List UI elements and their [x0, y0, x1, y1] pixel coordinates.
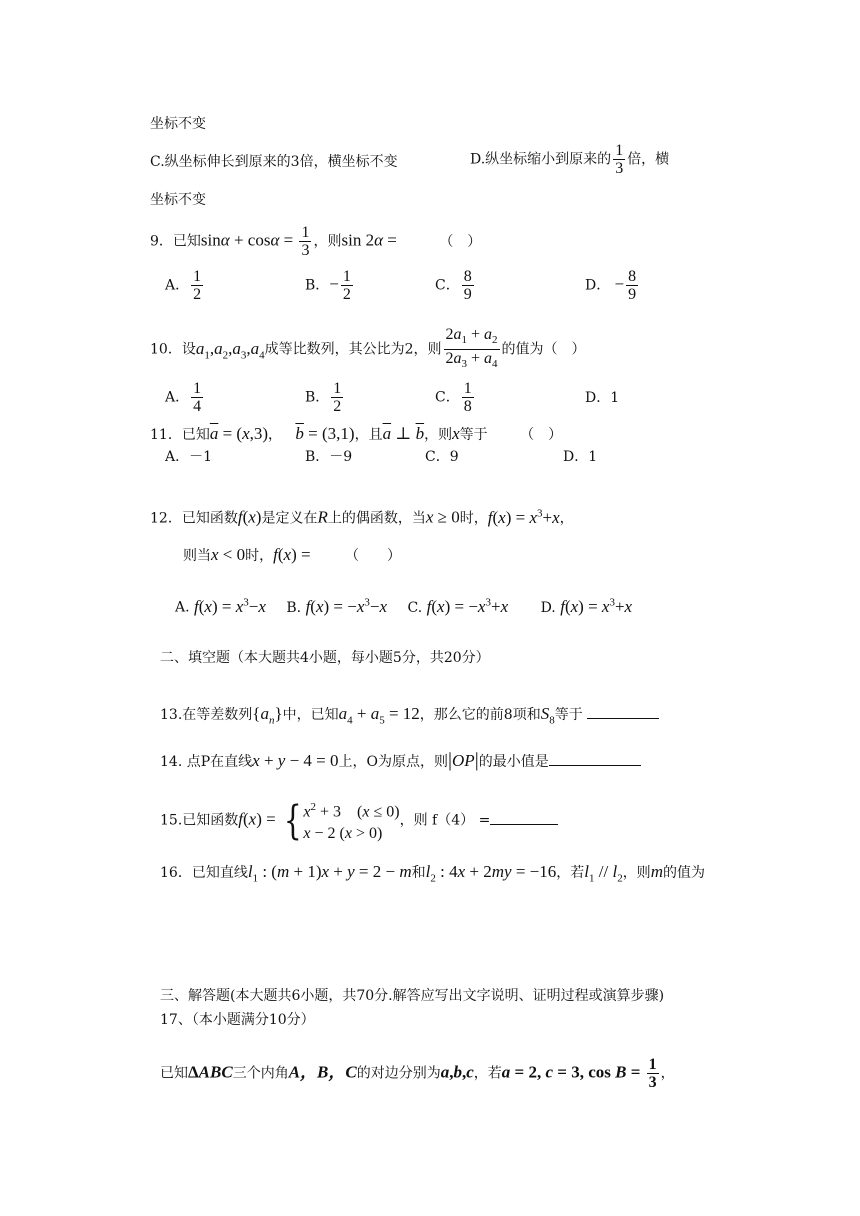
q11-option-d: D．1 — [563, 449, 598, 465]
question-17-heading: 17、（本小题满分10分） — [160, 1012, 315, 1028]
question-11: 11．已知$\overline{a} = (x,3)$， $\overline{b} = (3,1)$，且$\overline{a}$ ⊥ $\overline{b}$，则x等于 （ ） — [150, 424, 563, 443]
question-10: 10．设$a_1,a_2,a_3,a_4$成等比数列，其公比为2，则 $\frac{2a_1 + a_2}{2a_3 + a_4}$ 的值为（ ） — [150, 326, 586, 371]
q11-option-a: A．－1 — [165, 449, 213, 465]
q10-option-c: C． $\frac{1}{8}$ — [435, 380, 472, 415]
text-line-0: 坐标不变 — [150, 116, 206, 132]
question-17: 已知ΔABC三个内角A，B，C的对边分别为a,b,c，若a = 2, c = 3, cos B = $\frac{1}{3}$ ， — [160, 1056, 675, 1091]
question-16: 16．已知直线$l_1$ : (m + 1)x + y = 2 − m和$l_2$ : 4x + 2my = −16，若$l_1 // l_2$，则m的值为 — [160, 862, 705, 885]
section-2-heading: 二、填空题（本大题共4小题，每小题5分，共20分） — [160, 650, 490, 666]
q10-option-d: D．1 — [585, 390, 620, 406]
question-13: 13.在等差数列$\{a_n\}$中，已知$a_4 + a_5 = 12$，那么它的前8项和$S_8$等于 — [160, 704, 659, 730]
section-3-heading: 三、解答题(本大题共6小题，共70分.解答应写出文字说明、证明过程或演算步骤) — [160, 988, 665, 1004]
q9-option-b: B．− $\frac{1}{2}$ — [305, 268, 351, 303]
q10-option-a: A． $\frac{1}{4}$ — [165, 380, 202, 415]
q8-option-d: D.纵坐标缩小到原来的 $\frac{1}{3}$ 倍，横 — [470, 142, 670, 177]
q10-option-b: B． $\frac{1}{2}$ — [305, 380, 342, 415]
q9-option-a: A． $\frac{1}{2}$ — [165, 268, 202, 303]
q9-option-c: C． $\frac{8}{9}$ — [435, 268, 472, 303]
question-15: 15.已知函数f(x) = { $x^2 + 3$ (x ≤ 0) x − 2 (x > 0) ，则 f（4） = — [160, 796, 558, 845]
q9-option-d: D． − $\frac{8}{9}$ — [585, 268, 637, 303]
q8-option-c: C.纵坐标伸长到原来的3倍，横坐标不变 — [150, 154, 398, 170]
text-line-2: 坐标不变 — [150, 192, 206, 208]
question-14: 14. 点P在直线x + y − 4 = 0上，O为原点，则|OP|的最小值是 — [160, 750, 641, 772]
q11-option-b: B．－9 — [305, 449, 353, 465]
question-12-line-2: 则当x < 0时，f(x) = （ ） — [183, 545, 402, 564]
question-9: 9．已知sinα + cosα = $\frac{1}{3}$ ，则sin 2α = （ ） — [150, 224, 482, 259]
q12-options: A. $f(x) = x^3-x$ B. $f(x) = -x^3-x$ C. $f(x) = -x^3+x$ D. $f(x) = x^3+x$ — [175, 596, 633, 616]
q11-option-c: C．9 — [425, 449, 459, 465]
question-12: 12．已知函数f(x)是定义在R上的偶函数，当x ≥ 0时，$f(x) = x^3+x$， — [150, 507, 574, 527]
